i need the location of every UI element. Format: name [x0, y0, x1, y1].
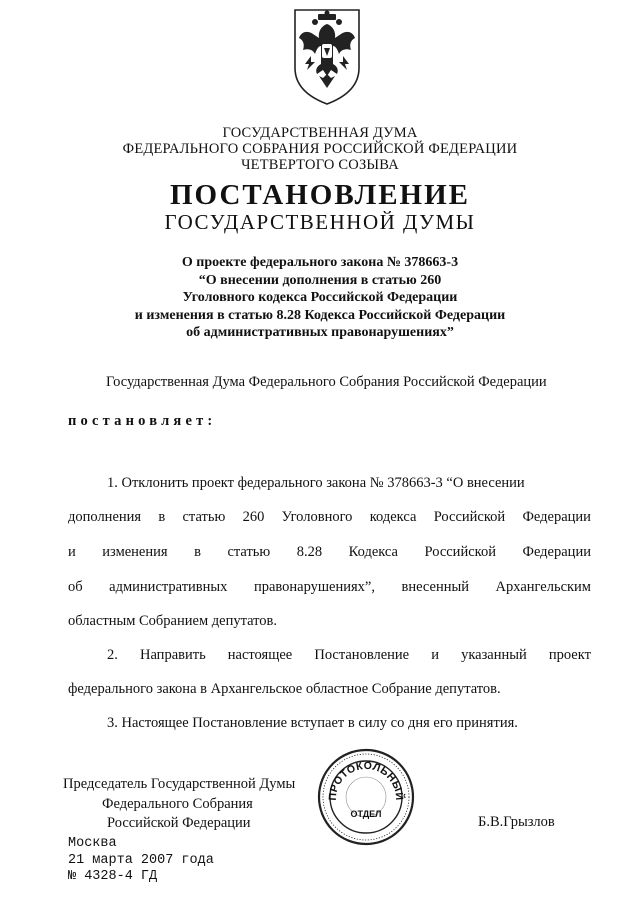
word: изменения — [102, 544, 168, 560]
org-line-1: ГОСУДАРСТВЕННАЯ ДУМА — [222, 125, 418, 141]
word: Федерации — [522, 509, 591, 525]
word: правонарушениях”, — [253, 579, 375, 595]
word: административных — [109, 579, 228, 595]
word: Российской — [424, 544, 496, 560]
word: кодекса — [369, 509, 417, 525]
document-type-subtitle: ГОСУДАРСТВЕННОЙ ДУМЫ — [164, 210, 476, 234]
signatory-title-line-2: Федерального Собрания — [102, 796, 253, 812]
issue-date: 21 марта 2007 года — [68, 853, 214, 868]
word: и — [68, 544, 76, 560]
item-1-line-2 — [68, 509, 591, 526]
item-3-line-1: 3. Настоящее Постановление вступает в силу со дня его принятия. — [107, 715, 518, 731]
org-line-2: ФЕДЕРАЛЬНОГО СОБРАНИЯ РОССИЙСКОЙ ФЕДЕРАЦИИ — [122, 141, 518, 157]
subject-line: об административных правонарушениях” — [186, 325, 454, 340]
org-line-3: ЧЕТВЕРТОГО СОЗЫВА — [241, 157, 399, 173]
document-subject — [0, 254, 640, 342]
word: 2. — [107, 647, 118, 663]
item-1-line-4 — [68, 579, 591, 596]
item-2-line-1 — [107, 647, 591, 664]
item-2-line-2: федерального закона в Архангельское областное Собрание депутатов. — [68, 681, 501, 697]
russian-coat-of-arms-emblem-icon — [291, 4, 363, 108]
subject-line: Уголовного кодекса Российской Федерации — [182, 290, 458, 305]
word: проект — [548, 647, 591, 663]
round-seal-stamp-icon — [316, 747, 416, 847]
word: и — [431, 647, 439, 663]
word: в — [194, 544, 201, 560]
issuing-body — [0, 125, 640, 173]
signatory-title-line-1: Председатель Государственной Думы — [63, 776, 296, 792]
word: в — [158, 509, 166, 525]
subject-line: “О внесении дополнения в статью 260 — [198, 272, 442, 288]
word: статью — [227, 544, 271, 560]
word: внесенный — [401, 579, 470, 595]
subject-line: и изменения в статью 8.28 Кодекса Российской Федерации — [134, 307, 506, 323]
item-1-line-1: 1. Отклонить проект федерального закона № 378663-3 “О внесении — [107, 475, 525, 491]
issue-city: Москва — [68, 836, 117, 851]
preamble: Государственная Дума Федерального Собрания Российской Федерации — [106, 374, 547, 390]
item-1-line-5: областным Собранием депутатов. — [68, 613, 278, 629]
word: Федерации — [522, 544, 591, 560]
word: указанный — [461, 647, 527, 663]
word: Архангельским — [495, 579, 591, 595]
stamp-top-text: ПРОТОКОЛЬНЫЙ — [326, 759, 406, 802]
subject-line: О проекте федерального закона № 378663-3 — [181, 255, 459, 270]
word: Российской — [433, 509, 506, 525]
word: настоящее — [227, 647, 293, 663]
signatory-name: Б.В.Грызлов — [478, 814, 555, 830]
word: Направить — [139, 647, 206, 663]
word: 8.28 — [296, 544, 323, 560]
word: статью — [182, 509, 226, 525]
document-number: № 4328-4 ГД — [68, 869, 158, 884]
document-type-title: ПОСТАНОВЛЕНИЕ — [169, 179, 470, 211]
item-1-line-3 — [68, 544, 591, 561]
signatory-title-line-3: Российской Федерации — [107, 815, 251, 831]
stamp-bottom-text: ОТДЕЛ — [350, 809, 382, 819]
word: Уголовного — [281, 509, 353, 525]
word: дополнения — [68, 509, 142, 525]
word: Постановление — [314, 647, 410, 663]
word: Кодекса — [348, 544, 398, 560]
word: 260 — [242, 509, 265, 525]
word: об — [68, 579, 83, 595]
resolves-keyword: постановляет: — [68, 413, 217, 429]
